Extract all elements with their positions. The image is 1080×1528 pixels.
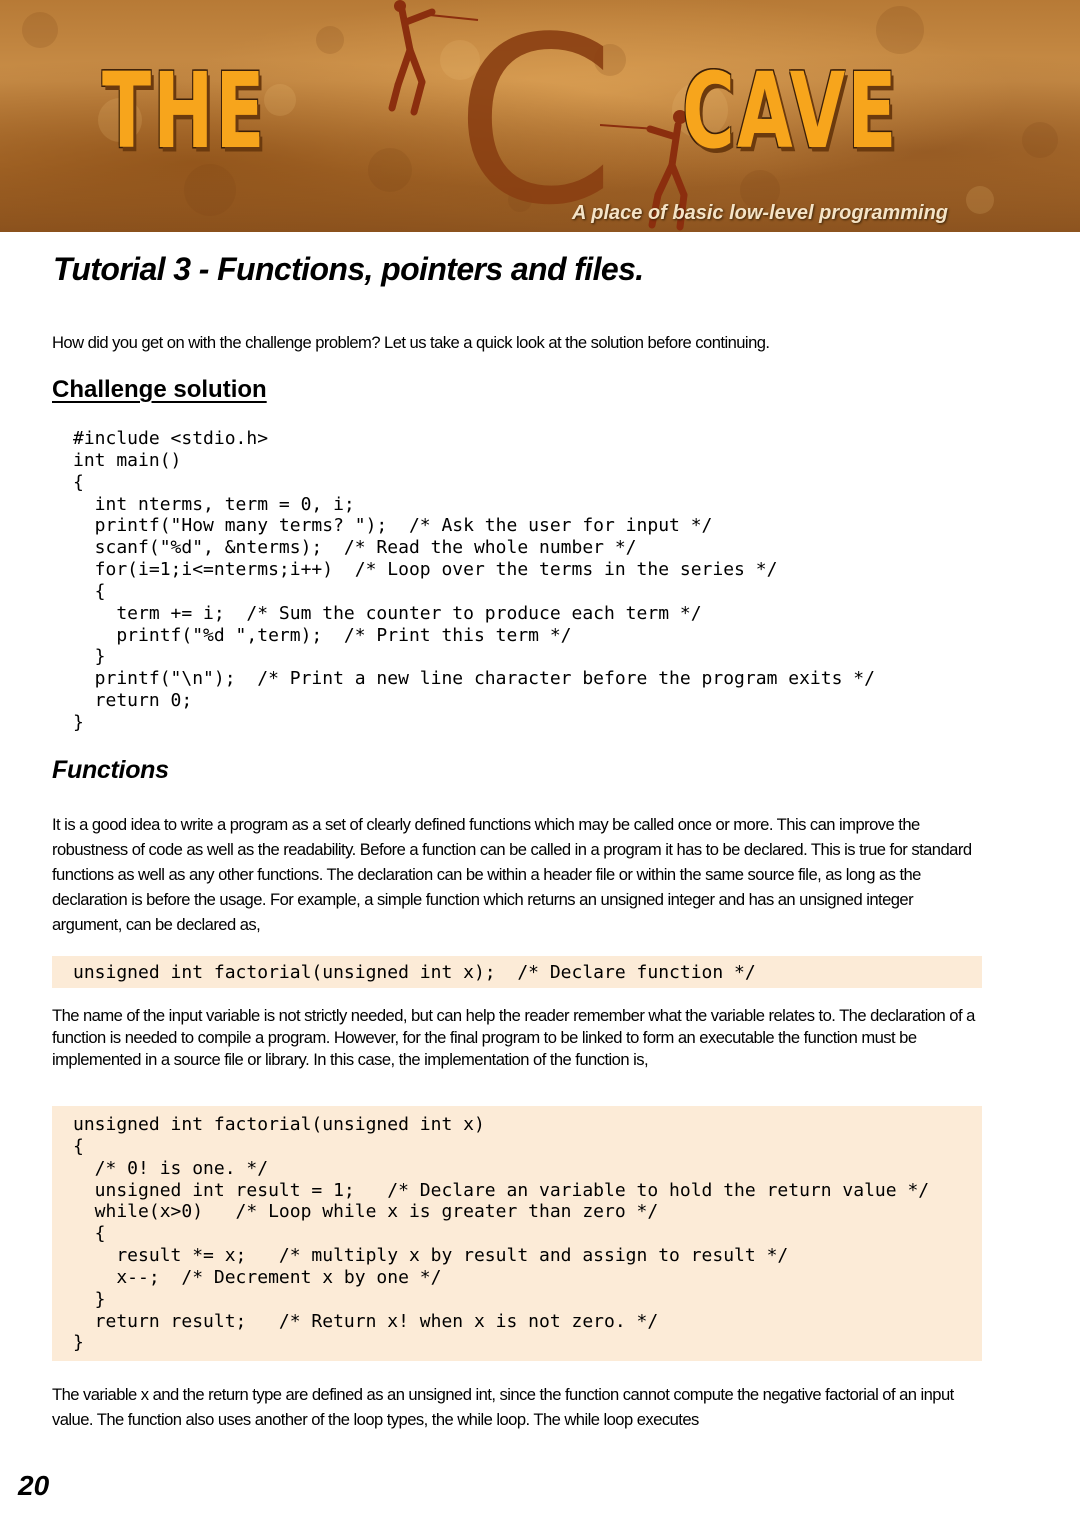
functions-paragraph-3: The variable x and the return type are defined as an unsigned int, since the function cannot compute the negative factorial of an input value. The function also uses another of the loop types, the while loop. The while loop executes <box>52 1385 954 1429</box>
code-line: #include <stdio.h> <box>73 428 269 449</box>
banner-title-cave: CAVE <box>682 50 899 172</box>
intro-paragraph: How did you get on with the challenge problem? Let us take a quick look at the solution before continuing. <box>52 333 770 352</box>
banner-title-c: C <box>455 0 616 232</box>
code-line: term += i; /* Sum the counter to produce each term */ <box>73 602 702 624</box>
page-number: 20 <box>18 1470 50 1501</box>
code-line: printf("%d ",term); /* Print this term */ <box>73 624 572 646</box>
declaration-code-block <box>52 956 982 988</box>
code-line: { <box>73 580 106 602</box>
banner-tagline: A place of basic low-level programming <box>572 202 949 224</box>
code-line: } <box>73 711 84 733</box>
factorial-implementation-code-block <box>52 1106 982 1361</box>
code-line: { <box>73 471 84 493</box>
functions-paragraph-2: The name of the input variable is not strictly needed, but can help the reader remember what the variable relates to. The declaration of a function is needed to compile a program. However, for the final program to be linked to form an executable the function must be implemented in a source file or library. In this case, the implementation of the function is, <box>52 1006 975 1069</box>
code-line: printf("How many terms? "); /* Ask the user for input */ <box>73 515 713 537</box>
code-line: int main() <box>73 449 182 471</box>
code-line: int nterms, term = 0, i; <box>73 493 355 515</box>
functions-paragraph-1: It is a good idea to write a program as a set of clearly defined functions which may be called once or more. This can improve the robustness of code as well as the readability. Before a function can be called in a program it has to be declared. This is true for standard functions as well as any other functions. The declaration can be within a header file or within the same source file, as long as the declaration is before the usage. For example, a simple function which returns an unsigned integer and has an unsigned integer argument, can be declared as, <box>52 815 972 934</box>
challenge-solution-heading: Challenge solution <box>52 376 267 403</box>
code-line: for(i=1;i<=nterms;i++) /* Loop over the terms in the series */ <box>73 559 778 581</box>
code-line: { <box>73 1223 106 1245</box>
tutorial-title: Tutorial 3 - Functions, pointers and files. <box>53 251 644 287</box>
code-line: return 0; <box>73 690 193 712</box>
magazine-banner <box>0 0 1080 232</box>
code-line: /* 0! is one. */ <box>73 1157 269 1179</box>
code-line: } <box>73 1332 84 1354</box>
code-line: while(x>0) /* Loop while x is greater than zero */ <box>73 1201 659 1223</box>
code-line: result *= x; /* multiply x by result and assign to result */ <box>73 1245 789 1267</box>
code-line: unsigned int factorial(unsigned int x); /* Declare function */ <box>73 962 756 983</box>
code-line: unsigned int factorial(unsigned int x) <box>73 1114 485 1135</box>
code-line: } <box>73 1288 106 1310</box>
challenge-code-block <box>52 428 982 734</box>
functions-heading: Functions <box>52 756 169 784</box>
code-line: unsigned int result = 1; /* Declare an variable to hold the return value */ <box>73 1179 930 1201</box>
code-line: return result; /* Return x! when x is not zero. */ <box>73 1310 659 1332</box>
banner-title-the: THE <box>102 50 267 172</box>
code-line: scanf("%d", &nterms); /* Read the whole number */ <box>73 537 637 559</box>
code-line: { <box>73 1135 84 1157</box>
code-line: printf("\n"); /* Print a new line character before the program exits */ <box>73 668 875 690</box>
code-line: x--; /* Decrement x by one */ <box>73 1266 442 1288</box>
code-line: } <box>73 646 106 668</box>
